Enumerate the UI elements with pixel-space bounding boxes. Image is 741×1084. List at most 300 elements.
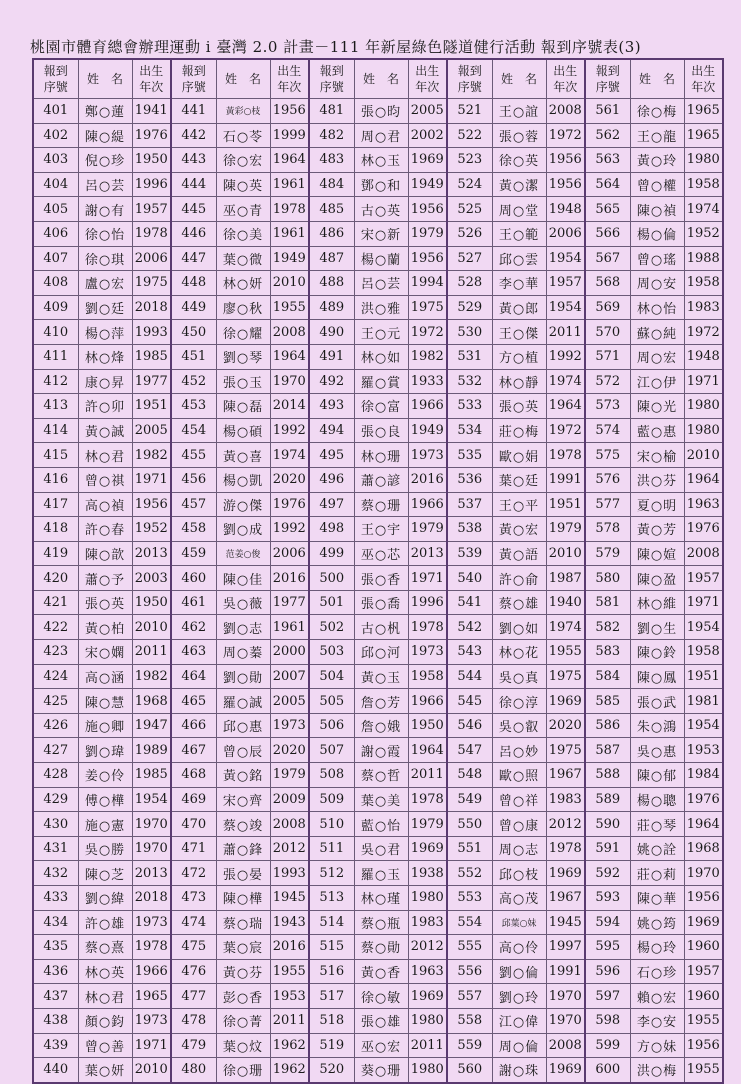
birth-year: 2018	[132, 295, 171, 320]
serial-number: 568	[585, 271, 630, 296]
serial-number: 441	[171, 99, 216, 124]
participant-name: 羅○賞	[354, 369, 408, 394]
participant-name: 洪○芬	[630, 467, 684, 492]
header-no: 報到序號	[309, 59, 354, 99]
participant-name: 邱○河	[354, 640, 408, 665]
birth-year: 1993	[270, 861, 309, 886]
serial-number: 508	[309, 763, 354, 788]
participant-name: 蔡○雄	[492, 590, 546, 615]
header-no: 報到序號	[33, 59, 78, 99]
participant-name: 姚○筠	[630, 910, 684, 935]
table-row	[33, 99, 723, 124]
serial-number: 434	[33, 910, 78, 935]
birth-year: 1956	[408, 246, 447, 271]
birth-year: 1968	[684, 836, 723, 861]
table-row	[33, 1033, 723, 1058]
birth-year: 1983	[408, 910, 447, 935]
participant-name: 莊○梅	[492, 418, 546, 443]
participant-name: 謝○霞	[354, 738, 408, 763]
participant-name: 許○俞	[492, 566, 546, 591]
birth-year: 2010	[132, 1058, 171, 1083]
serial-number: 432	[33, 861, 78, 886]
participant-name: 劉○成	[216, 517, 270, 542]
participant-name: 許○卯	[78, 394, 132, 419]
serial-number: 458	[171, 517, 216, 542]
participant-name: 詹○芳	[354, 689, 408, 714]
birth-year: 1966	[408, 492, 447, 517]
participant-name: 莊○莉	[630, 861, 684, 886]
serial-number: 428	[33, 763, 78, 788]
birth-year: 1970	[684, 861, 723, 886]
participant-name: 劉○廷	[78, 295, 132, 320]
serial-number: 451	[171, 344, 216, 369]
birth-year: 1961	[270, 172, 309, 197]
serial-number: 476	[171, 959, 216, 984]
participant-name: 徐○耀	[216, 320, 270, 345]
header-year: 出生年次	[408, 59, 447, 99]
participant-name: 呂○芸	[78, 172, 132, 197]
birth-year: 1955	[684, 1058, 723, 1083]
participant-name: 方○妹	[630, 1033, 684, 1058]
birth-year: 2008	[546, 1033, 585, 1058]
table-row	[33, 1058, 723, 1083]
table-row	[33, 836, 723, 861]
birth-year: 1957	[546, 271, 585, 296]
serial-number: 514	[309, 910, 354, 935]
birth-year: 1979	[408, 517, 447, 542]
serial-number: 563	[585, 148, 630, 173]
participant-name: 張○英	[78, 590, 132, 615]
participant-name: 方○植	[492, 344, 546, 369]
serial-number: 486	[309, 221, 354, 246]
participant-name: 江○伊	[630, 369, 684, 394]
participant-name: 吳○叡	[492, 713, 546, 738]
header-no: 報到序號	[447, 59, 492, 99]
serial-number: 433	[33, 886, 78, 911]
participant-name: 賴○宏	[630, 984, 684, 1009]
participant-name: 邱○枝	[492, 861, 546, 886]
serial-number: 445	[171, 197, 216, 222]
participant-name: 劉○瑋	[78, 738, 132, 763]
serial-number: 524	[447, 172, 492, 197]
serial-number: 580	[585, 566, 630, 591]
birth-year: 1974	[684, 197, 723, 222]
participant-name: 羅○玉	[354, 861, 408, 886]
birth-year: 1978	[132, 935, 171, 960]
birth-year: 1950	[408, 713, 447, 738]
birth-year: 1972	[546, 123, 585, 148]
birth-year: 2016	[270, 935, 309, 960]
birth-year: 1979	[270, 763, 309, 788]
serial-number: 519	[309, 1033, 354, 1058]
table-row	[33, 197, 723, 222]
serial-number: 401	[33, 99, 78, 124]
participant-name: 黃○玉	[354, 664, 408, 689]
birth-year: 1956	[546, 172, 585, 197]
birth-year: 1956	[408, 197, 447, 222]
serial-number: 481	[309, 99, 354, 124]
serial-number: 459	[171, 541, 216, 566]
birth-year: 2011	[546, 320, 585, 345]
birth-year: 1972	[684, 320, 723, 345]
participant-name: 徐○富	[354, 394, 408, 419]
participant-name: 黃○郎	[492, 295, 546, 320]
birth-year: 1960	[684, 984, 723, 1009]
serial-number: 405	[33, 197, 78, 222]
serial-number: 413	[33, 394, 78, 419]
participant-name: 李○安	[630, 1008, 684, 1033]
serial-number: 585	[585, 689, 630, 714]
serial-number: 455	[171, 443, 216, 468]
serial-number: 562	[585, 123, 630, 148]
birth-year: 1973	[408, 443, 447, 468]
serial-number: 484	[309, 172, 354, 197]
participant-name: 夏○明	[630, 492, 684, 517]
birth-year: 1991	[546, 959, 585, 984]
participant-name: 陳○緹	[78, 123, 132, 148]
birth-year: 1933	[408, 369, 447, 394]
serial-number: 408	[33, 271, 78, 296]
table-row	[33, 1008, 723, 1033]
birth-year: 1992	[546, 344, 585, 369]
birth-year: 1968	[132, 689, 171, 714]
birth-year: 1955	[270, 295, 309, 320]
birth-year: 2014	[270, 394, 309, 419]
participant-name: 陳○媗	[630, 541, 684, 566]
table-row	[33, 517, 723, 542]
participant-name: 宋○齊	[216, 787, 270, 812]
birth-year: 2011	[408, 1033, 447, 1058]
table-row	[33, 763, 723, 788]
birth-year: 1950	[132, 148, 171, 173]
birth-year: 1978	[546, 443, 585, 468]
header-year: 出生年次	[684, 59, 723, 99]
birth-year: 1954	[546, 295, 585, 320]
table-row	[33, 615, 723, 640]
participant-name: 鄭○蓮	[78, 99, 132, 124]
serial-number: 464	[171, 664, 216, 689]
participant-name: 盧○宏	[78, 271, 132, 296]
birth-year: 1971	[408, 566, 447, 591]
birth-year: 1949	[408, 418, 447, 443]
birth-year: 1963	[684, 492, 723, 517]
serial-number: 503	[309, 640, 354, 665]
birth-year: 1965	[132, 984, 171, 1009]
header-name: 姓 名	[354, 59, 408, 99]
table-row	[33, 984, 723, 1009]
serial-number: 450	[171, 320, 216, 345]
serial-number: 513	[309, 886, 354, 911]
table-row	[33, 492, 723, 517]
birth-year: 1957	[132, 197, 171, 222]
participant-name: 江○偉	[492, 1008, 546, 1033]
serial-number: 540	[447, 566, 492, 591]
serial-number: 573	[585, 394, 630, 419]
birth-year: 1966	[132, 959, 171, 984]
birth-year: 1958	[684, 271, 723, 296]
serial-number: 518	[309, 1008, 354, 1033]
participant-name: 張○玉	[216, 369, 270, 394]
participant-name: 陳○鳳	[630, 664, 684, 689]
table-row	[33, 910, 723, 935]
birth-year: 1940	[546, 590, 585, 615]
table-row	[33, 443, 723, 468]
serial-number: 599	[585, 1033, 630, 1058]
participant-name: 黃○喜	[216, 443, 270, 468]
serial-number: 541	[447, 590, 492, 615]
birth-year: 1956	[546, 148, 585, 173]
serial-number: 548	[447, 763, 492, 788]
participant-name: 陳○盈	[630, 566, 684, 591]
serial-number: 584	[585, 664, 630, 689]
birth-year: 1948	[684, 344, 723, 369]
serial-number: 431	[33, 836, 78, 861]
birth-year: 1969	[546, 689, 585, 714]
participant-name: 林○靜	[492, 369, 546, 394]
participant-name: 顏○鈞	[78, 1008, 132, 1033]
serial-number: 582	[585, 615, 630, 640]
serial-number: 449	[171, 295, 216, 320]
serial-number: 583	[585, 640, 630, 665]
table-row	[33, 787, 723, 812]
participant-name: 楊○聰	[630, 787, 684, 812]
birth-year: 1980	[684, 418, 723, 443]
birth-year: 2020	[270, 467, 309, 492]
participant-name: 黃○語	[492, 541, 546, 566]
participant-name: 宋○新	[354, 221, 408, 246]
header-no: 報到序號	[171, 59, 216, 99]
birth-year: 2006	[546, 221, 585, 246]
participant-name: 林○烽	[78, 344, 132, 369]
serial-number: 567	[585, 246, 630, 271]
participant-name: 陳○慧	[78, 689, 132, 714]
serial-number: 564	[585, 172, 630, 197]
birth-year: 1964	[546, 394, 585, 419]
serial-number: 496	[309, 467, 354, 492]
participant-name: 高○禎	[78, 492, 132, 517]
birth-year: 1980	[684, 148, 723, 173]
birth-year: 1984	[684, 763, 723, 788]
birth-year: 1997	[546, 935, 585, 960]
birth-year: 1967	[546, 886, 585, 911]
participant-name: 徐○英	[492, 148, 546, 173]
birth-year: 1965	[684, 123, 723, 148]
participant-name: 林○妍	[216, 271, 270, 296]
participant-name: 徐○淳	[492, 689, 546, 714]
table-row	[33, 394, 723, 419]
participant-name: 徐○珊	[216, 1058, 270, 1083]
birth-year: 1977	[132, 369, 171, 394]
birth-year: 2011	[132, 640, 171, 665]
serial-number: 419	[33, 541, 78, 566]
birth-year: 1978	[270, 197, 309, 222]
table-row	[33, 713, 723, 738]
participant-name: 林○花	[492, 640, 546, 665]
participant-name: 楊○萍	[78, 320, 132, 345]
serial-number: 569	[585, 295, 630, 320]
participant-name: 徐○宏	[216, 148, 270, 173]
serial-number: 407	[33, 246, 78, 271]
serial-number: 505	[309, 689, 354, 714]
serial-number: 440	[33, 1058, 78, 1083]
serial-number: 591	[585, 836, 630, 861]
serial-number: 406	[33, 221, 78, 246]
table-row	[33, 221, 723, 246]
serial-number: 454	[171, 418, 216, 443]
birth-year: 1953	[270, 984, 309, 1009]
serial-number: 477	[171, 984, 216, 1009]
participant-name: 張○武	[630, 689, 684, 714]
serial-number: 598	[585, 1008, 630, 1033]
birth-year: 1976	[132, 123, 171, 148]
birth-year: 1982	[408, 344, 447, 369]
birth-year: 2018	[132, 886, 171, 911]
participant-name: 范姜○俊	[216, 541, 270, 566]
participant-name: 吳○真	[492, 664, 546, 689]
participant-name: 歐○娟	[492, 443, 546, 468]
participant-name: 陳○禎	[630, 197, 684, 222]
participant-name: 曾○善	[78, 1033, 132, 1058]
header-row	[33, 59, 723, 99]
birth-year: 1973	[408, 640, 447, 665]
participant-name: 林○玉	[354, 148, 408, 173]
participant-name: 王○宇	[354, 517, 408, 542]
serial-number: 427	[33, 738, 78, 763]
serial-number: 577	[585, 492, 630, 517]
birth-year: 1970	[132, 836, 171, 861]
serial-number: 587	[585, 738, 630, 763]
birth-year: 2016	[270, 566, 309, 591]
birth-year: 2000	[270, 640, 309, 665]
participant-name: 葉○美	[354, 787, 408, 812]
serial-number: 506	[309, 713, 354, 738]
participant-name: 王○元	[354, 320, 408, 345]
header-name: 姓 名	[78, 59, 132, 99]
birth-year: 1964	[684, 812, 723, 837]
birth-year: 1969	[546, 1058, 585, 1083]
serial-number: 488	[309, 271, 354, 296]
participant-name: 藍○惠	[630, 418, 684, 443]
serial-number: 422	[33, 615, 78, 640]
birth-year: 1969	[684, 910, 723, 935]
serial-number: 493	[309, 394, 354, 419]
serial-number: 466	[171, 713, 216, 738]
participant-name: 高○茂	[492, 886, 546, 911]
participant-name: 石○珍	[630, 959, 684, 984]
serial-number: 593	[585, 886, 630, 911]
birth-year: 1961	[270, 221, 309, 246]
serial-number: 517	[309, 984, 354, 1009]
serial-number: 538	[447, 517, 492, 542]
birth-year: 1949	[270, 246, 309, 271]
serial-number: 409	[33, 295, 78, 320]
birth-year: 1970	[270, 369, 309, 394]
participant-name: 邱○雲	[492, 246, 546, 271]
participant-name: 陳○磊	[216, 394, 270, 419]
table-row	[33, 123, 723, 148]
birth-year: 2012	[408, 935, 447, 960]
birth-year: 1980	[408, 1008, 447, 1033]
participant-name: 楊○凱	[216, 467, 270, 492]
birth-year: 1957	[684, 566, 723, 591]
serial-number: 542	[447, 615, 492, 640]
serial-number: 536	[447, 467, 492, 492]
birth-year: 1964	[684, 467, 723, 492]
participant-name: 莊○琴	[630, 812, 684, 837]
participant-name: 陳○英	[216, 172, 270, 197]
participant-name: 蔡○瓶	[354, 910, 408, 935]
birth-year: 1985	[132, 344, 171, 369]
serial-number: 426	[33, 713, 78, 738]
serial-number: 402	[33, 123, 78, 148]
participant-name: 周○堂	[492, 197, 546, 222]
birth-year: 2009	[270, 787, 309, 812]
birth-year: 1966	[408, 394, 447, 419]
participant-name: 林○君	[78, 443, 132, 468]
serial-number: 474	[171, 910, 216, 935]
serial-number: 547	[447, 738, 492, 763]
participant-name: 王○平	[492, 492, 546, 517]
participant-name: 周○君	[354, 123, 408, 148]
birth-year: 1992	[270, 517, 309, 542]
participant-name: 曾○祺	[78, 467, 132, 492]
participant-name: 曾○祥	[492, 787, 546, 812]
participant-name: 吳○君	[354, 836, 408, 861]
serial-number: 423	[33, 640, 78, 665]
birth-year: 1949	[408, 172, 447, 197]
header-year: 出生年次	[270, 59, 309, 99]
serial-number: 574	[585, 418, 630, 443]
birth-year: 1987	[546, 566, 585, 591]
participant-name: 李○華	[492, 271, 546, 296]
participant-name: 施○卿	[78, 713, 132, 738]
birth-year: 1957	[684, 959, 723, 984]
serial-number: 545	[447, 689, 492, 714]
birth-year: 1948	[546, 197, 585, 222]
serial-number: 447	[171, 246, 216, 271]
birth-year: 2005	[408, 99, 447, 124]
participant-name: 曾○辰	[216, 738, 270, 763]
participant-name: 陳○佳	[216, 566, 270, 591]
birth-year: 1971	[132, 467, 171, 492]
participant-name: 陳○芝	[78, 861, 132, 886]
serial-number: 429	[33, 787, 78, 812]
birth-year: 1954	[132, 787, 171, 812]
serial-number: 462	[171, 615, 216, 640]
participant-name: 林○如	[354, 344, 408, 369]
participant-name: 宋○嫻	[78, 640, 132, 665]
participant-name: 王○範	[492, 221, 546, 246]
participant-name: 鄧○和	[354, 172, 408, 197]
serial-number: 590	[585, 812, 630, 837]
participant-name: 劉○生	[630, 615, 684, 640]
participant-name: 吳○惠	[630, 738, 684, 763]
birth-year: 1983	[546, 787, 585, 812]
serial-number: 411	[33, 344, 78, 369]
serial-number: 533	[447, 394, 492, 419]
participant-name: 劉○如	[492, 615, 546, 640]
participant-name: 彭○香	[216, 984, 270, 1009]
participant-name: 黃○柏	[78, 615, 132, 640]
birth-year: 1978	[546, 836, 585, 861]
birth-year: 1964	[408, 738, 447, 763]
birth-year: 2013	[132, 861, 171, 886]
birth-year: 1976	[684, 517, 723, 542]
serial-number: 550	[447, 812, 492, 837]
serial-number: 600	[585, 1058, 630, 1083]
table-row	[33, 246, 723, 271]
serial-number: 490	[309, 320, 354, 345]
